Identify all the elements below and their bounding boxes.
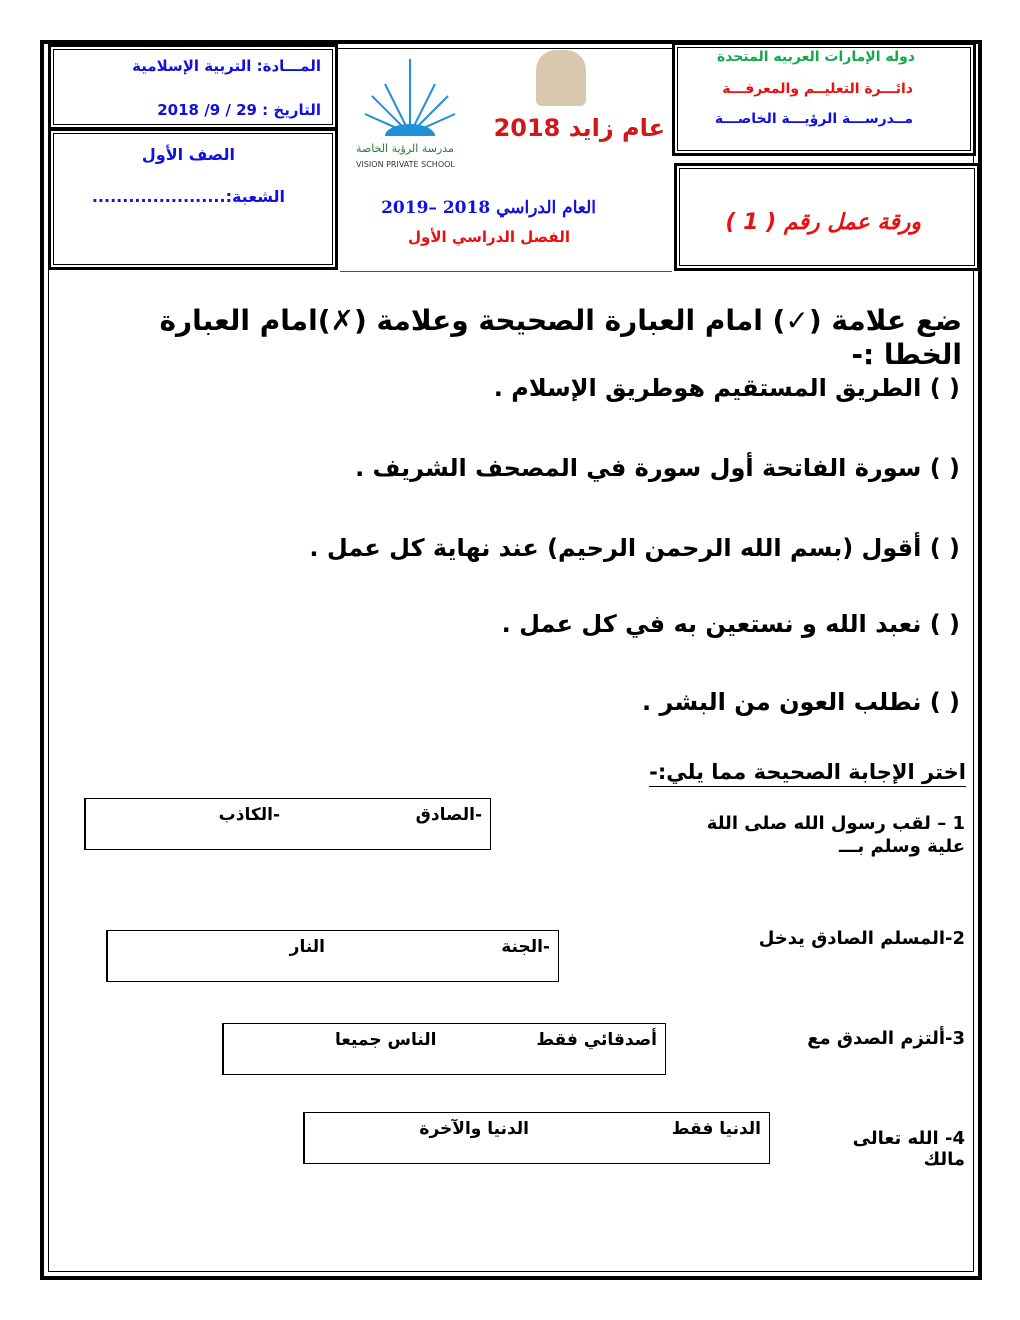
question-2: 2-المسلم الصادق يدخل bbox=[758, 928, 965, 949]
statement-5[interactable]: ( ) نطلب العون من البشر . bbox=[642, 688, 960, 716]
logos-area bbox=[340, 44, 672, 272]
section1-title: ضع علامة (✓) امام العبارة الصحيحة وعلامة (✗)امام العبارة الخطا :- bbox=[159, 304, 962, 371]
school-name: مــدرســـة الرؤيـــة الخاصـــة bbox=[714, 111, 913, 127]
date: التاريخ : 29 / 9/ 2018 bbox=[157, 101, 321, 119]
department: دائـــرة التعليــم والمعرفـــة bbox=[722, 81, 913, 97]
statement-1[interactable]: ( ) الطريق المستقيم هوطريق الإسلام . bbox=[493, 374, 960, 402]
question-4-options bbox=[303, 1112, 770, 1164]
school-logo-en: VISION PRIVATE SCHOOL bbox=[356, 160, 455, 169]
zayed-logo: عام زايد 2018 bbox=[493, 114, 665, 142]
subject-date-box bbox=[48, 44, 338, 130]
option-2b[interactable]: النار bbox=[107, 931, 333, 981]
option-3b[interactable]: الناس جميعا bbox=[223, 1024, 445, 1074]
subject: المـــادة: التربية الإسلامية bbox=[132, 57, 321, 75]
option-4a[interactable]: الدنيا فقط bbox=[671, 1119, 761, 1139]
option-3a[interactable]: أصدقائي فقط bbox=[536, 1030, 657, 1050]
school-logo-icon bbox=[360, 54, 470, 144]
country: دوله الإمارات العربيه المتحدة bbox=[716, 49, 915, 65]
statement-4[interactable]: ( ) نعبد الله و نستعين به في كل عمل . bbox=[501, 610, 960, 638]
question-3: 3-ألتزم الصدق مع bbox=[807, 1028, 965, 1049]
grade: الصف الأول bbox=[141, 145, 235, 164]
academic-year: العام الدراسي 2018 –2019 bbox=[381, 198, 596, 218]
question-4: 4- الله تعالى مالك bbox=[852, 1128, 965, 1170]
statement-2[interactable]: ( ) سورة الفاتحة أول سورة في المصحف الشريف . bbox=[355, 454, 960, 482]
question-1-options bbox=[84, 798, 491, 850]
statement-3[interactable]: ( ) أقول (بسم الله الرحمن الرحيم) عند نهاية كل عمل . bbox=[309, 534, 960, 562]
option-4b[interactable]: الدنيا والآخرة bbox=[304, 1113, 537, 1163]
option-1b[interactable]: -الصادق bbox=[415, 805, 482, 825]
grade-section-box bbox=[48, 128, 338, 270]
question-2-options bbox=[106, 930, 559, 982]
portrait-image bbox=[536, 50, 586, 106]
section2-title: اختر الإجابة الصحيحة مما يلي:- bbox=[649, 760, 966, 787]
question-3-options bbox=[222, 1023, 666, 1075]
section-field[interactable]: الشعبة:...................... bbox=[91, 187, 285, 206]
option-1a[interactable]: -الكاذب bbox=[85, 799, 288, 849]
worksheet-box bbox=[674, 163, 980, 271]
institution-box bbox=[672, 42, 976, 156]
term: الفصل الدراسي الأول bbox=[408, 228, 570, 246]
school-logo-ar: مدرسة الرؤية الخاصة bbox=[356, 142, 454, 155]
question-1: 1 – لقب رسول الله صلى اللة علية وسلم بـــ bbox=[706, 813, 965, 858]
option-2a[interactable]: -الجنة bbox=[501, 937, 550, 957]
worksheet-title: ورقة عمل رقم ( 1 ) bbox=[725, 210, 921, 235]
